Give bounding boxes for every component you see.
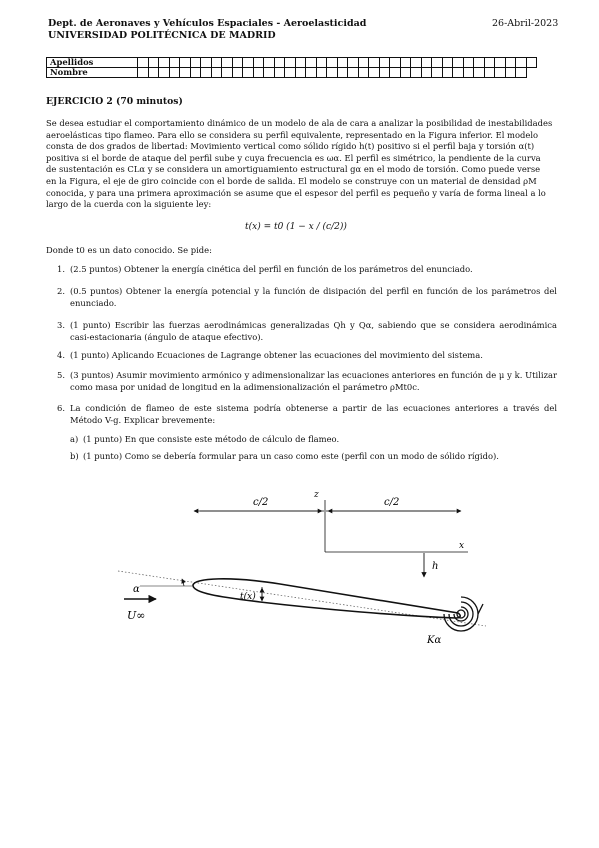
name-label: Nombre (47, 68, 138, 78)
name-box[interactable] (253, 68, 264, 78)
intro-line: conocida, y para una primera aproximación se asume que el espesor del perfil es pequeño y varía de forma lineal a lo (46, 187, 546, 198)
name-box[interactable] (222, 68, 233, 78)
university-header: UNIVERSIDAD POLITÉCNICA DE MADRID (48, 30, 276, 41)
question-6 (57, 403, 557, 426)
subquestion-letter: b) (70, 451, 79, 461)
name-box[interactable] (169, 68, 180, 78)
h-label: h (432, 561, 439, 572)
thickness-label: t(x) (240, 592, 256, 602)
airfoil-shape (193, 579, 460, 618)
reference-dotted-line (118, 571, 486, 626)
name-box[interactable] (390, 68, 401, 78)
subquestion-b (70, 451, 557, 463)
surname-box[interactable] (337, 58, 348, 68)
question-4 (57, 350, 557, 362)
name-box[interactable] (484, 68, 495, 78)
surname-box[interactable] (316, 58, 327, 68)
surname-box[interactable] (400, 58, 411, 68)
dept-header: Dept. de Aeronaves y Vehículos Espaciales - Aeroelasticidad (48, 18, 367, 29)
question-number: 3. (57, 320, 65, 330)
intro-line: largo de la cuerda con la siguiente ley: (46, 199, 212, 210)
thickness-formula: t(x) = t0 (1 − x / (c/2)) (245, 222, 347, 232)
question-text: (2.5 puntos) Obtener la energía cinética del perfil en función de los parámetros del enunciado. (70, 264, 473, 274)
surname-box[interactable] (232, 58, 243, 68)
surname-box[interactable] (484, 58, 495, 68)
name-box[interactable] (211, 68, 222, 78)
surname-box[interactable] (474, 58, 485, 68)
alpha-label: α (133, 584, 140, 595)
name-box[interactable] (180, 68, 191, 78)
name-box[interactable] (232, 68, 243, 78)
name-box[interactable] (358, 68, 369, 78)
surname-box[interactable] (432, 58, 443, 68)
question-2 (57, 286, 557, 309)
surname-box[interactable] (411, 58, 422, 68)
question-5 (57, 370, 557, 393)
surname-box[interactable] (138, 58, 149, 68)
surname-box[interactable] (295, 58, 306, 68)
name-box[interactable] (411, 68, 422, 78)
surname-box[interactable] (442, 58, 453, 68)
question-3 (57, 320, 557, 343)
name-box[interactable] (463, 68, 474, 78)
surname-box[interactable] (421, 58, 432, 68)
surname-box[interactable] (516, 58, 527, 68)
surname-box[interactable] (495, 58, 506, 68)
surname-label: Apellidos (47, 58, 138, 68)
surname-box[interactable] (201, 58, 212, 68)
name-row (47, 68, 537, 78)
surname-box[interactable] (180, 58, 191, 68)
x-axis-label: x (459, 541, 465, 551)
question-number: 6. (57, 403, 65, 413)
name-box[interactable] (379, 68, 390, 78)
surname-box[interactable] (306, 58, 317, 68)
question-text: La condición de flameo de este sistema podría obtenerse a partir de las ecuaciones anteriores a través del Método V-g. Explicar brevemente: (70, 403, 557, 425)
name-box[interactable] (495, 68, 506, 78)
surname-box[interactable] (390, 58, 401, 68)
spring-stiffness-label: Kα (427, 635, 442, 646)
surname-box[interactable] (505, 58, 516, 68)
surname-box[interactable] (169, 58, 180, 68)
name-box[interactable] (432, 68, 443, 78)
exercise-title: EJERCICIO 2 (70 minutos) (46, 96, 183, 107)
name-box[interactable] (138, 68, 149, 78)
question-number: 2. (57, 286, 65, 296)
surname-box[interactable] (358, 58, 369, 68)
surname-box[interactable] (369, 58, 380, 68)
question-text: (1 punto) Escribir las fuerzas aerodinámicas generalizadas Qh y Qα, sabiendo que se considera aerodinámica casi-estacionaria (ángulo de ataque efectivo). (70, 320, 557, 342)
chord-half-right-label: c/2 (384, 497, 400, 508)
name-box[interactable] (295, 68, 306, 78)
intro-line: positiva si el borde de ataque del perfil sube y cuya frecuencia es ωα. El perfil es simétrico, la pendiente de la curva (46, 152, 541, 163)
surname-box[interactable] (463, 58, 474, 68)
name-box[interactable] (285, 68, 296, 78)
surname-box[interactable] (453, 58, 464, 68)
surname-box[interactable] (526, 58, 537, 68)
question-number: 4. (57, 350, 65, 360)
surname-box[interactable] (379, 58, 390, 68)
surname-box[interactable] (148, 58, 159, 68)
question-1 (57, 264, 557, 276)
subquestion-text: (1 punto) En que consiste este método de cálculo de flameo. (83, 434, 340, 444)
name-box[interactable] (400, 68, 411, 78)
name-box[interactable] (442, 68, 453, 78)
name-box[interactable] (348, 68, 359, 78)
name-box[interactable] (148, 68, 159, 78)
name-box[interactable] (337, 68, 348, 78)
surname-row (47, 58, 537, 68)
question-number: 1. (57, 264, 65, 274)
intro-line: aeroelásticas tipo flameo. Para ello se considera su perfil equivalente, representado en la Figura inferior. El modelo (46, 129, 539, 140)
intro-line: consta de dos grados de libertad: Movimiento vertical como sólido rígido h(t) positivo si el perfil baja y torsión α(t) (46, 141, 535, 152)
z-axis-label: z (314, 490, 319, 500)
surname-box[interactable] (190, 58, 201, 68)
surname-box[interactable] (327, 58, 338, 68)
question-number: 5. (57, 370, 65, 380)
intro-line: en la Figura, el eje de giro coincide con el borde de salida. El modelo se construye con un material de densidad ρM (46, 175, 537, 186)
name-box[interactable] (274, 68, 285, 78)
intro-paragraph (46, 118, 558, 211)
surname-box[interactable] (211, 58, 222, 68)
name-table (46, 57, 537, 78)
question-text: (1 punto) Aplicando Ecuaciones de Lagrange obtener las ecuaciones del movimiento del sistema. (70, 350, 483, 360)
name-box[interactable] (505, 68, 516, 78)
surname-box[interactable] (243, 58, 254, 68)
name-box[interactable] (264, 68, 275, 78)
torsional-spring-icon (444, 597, 483, 631)
name-box[interactable] (516, 68, 527, 78)
exam-date: 26-Abril-2023 (492, 18, 559, 29)
surname-box[interactable] (348, 58, 359, 68)
surname-box[interactable] (222, 58, 233, 68)
surname-box[interactable] (285, 58, 296, 68)
name-box[interactable] (306, 68, 317, 78)
question-text: (0.5 puntos) Obtener la energía potencial y la función de disipación del perfil en función de los parámetros del enunciado. (70, 286, 557, 308)
name-box[interactable] (421, 68, 432, 78)
intro-line: de sustentación es CLα y se considera un amortiguamiento estructural gα en el modo de torsión. Como puede verse (46, 164, 541, 175)
subquestion-letter: a) (70, 434, 79, 444)
name-box[interactable] (453, 68, 464, 78)
name-box[interactable] (369, 68, 380, 78)
name-box[interactable] (474, 68, 485, 78)
name-box[interactable] (243, 68, 254, 78)
name-box[interactable] (327, 68, 338, 78)
chord-half-left-label: c/2 (253, 497, 269, 508)
airfoil-figure (0, 480, 599, 660)
surname-box[interactable] (264, 58, 275, 68)
intro-line: Se desea estudiar el comportamiento dinámico de un modelo de ala de cara a analizar la posibilidad de inestabilidades (46, 118, 553, 128)
subquestion-text: (1 punto) Como se debería formular para un caso como este (perfil con un modo de sólido rígido). (83, 451, 499, 461)
subquestion-a (70, 434, 557, 446)
surname-box[interactable] (159, 58, 170, 68)
given-text: Donde t0 es un dato conocido. Se pide: (46, 245, 212, 255)
name-box[interactable] (201, 68, 212, 78)
name-box[interactable] (159, 68, 170, 78)
freestream-label: U∞ (127, 609, 146, 622)
question-text: (3 puntos) Asumir movimiento armónico y adimensionalizar las ecuaciones anteriores en función de μ y k. Utilizar como masa por unidad de longitud en la adimensionalización el parámetro ρMt0c. (70, 370, 557, 392)
name-box[interactable] (190, 68, 201, 78)
name-box[interactable] (316, 68, 327, 78)
alpha-arc (182, 579, 184, 586)
surname-box[interactable] (274, 58, 285, 68)
surname-box[interactable] (253, 58, 264, 68)
